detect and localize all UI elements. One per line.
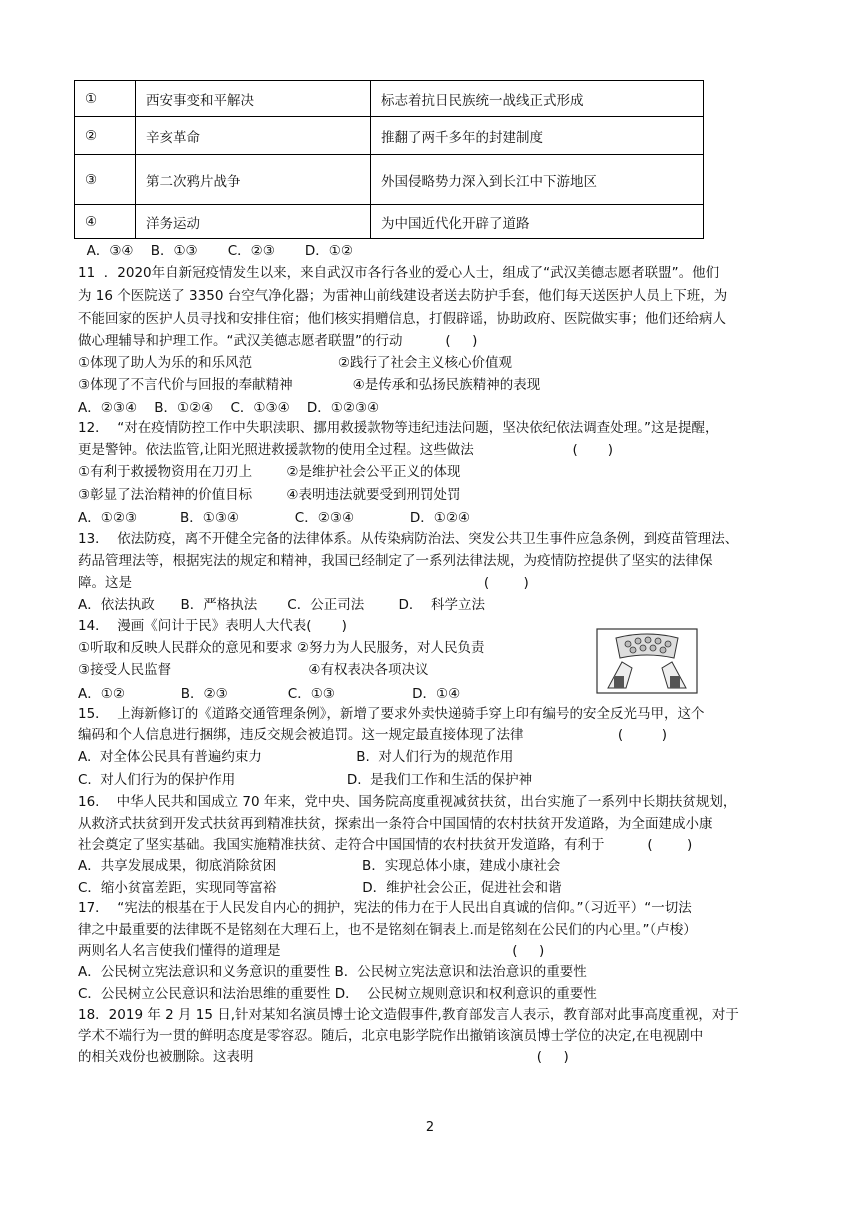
q16-text-line: 16. 中华人民共和国成立 70 年来，党中央、国务院高度重视减贫扶贫，出台实施了一系列中长期扶贫规划，	[78, 794, 737, 810]
q12-text-line: 12． “对在疫情防控工作中失职渎职、挪用救援款物等违纪违法问题，坚决依纪依法调查处理。”这是提醒，	[78, 420, 719, 436]
table-row	[75, 205, 704, 239]
event-cell: 洋务运动	[136, 205, 371, 239]
table-row	[75, 117, 704, 155]
q18-text-line: 的相关戏份也被删除。这表明 ( )	[78, 1049, 569, 1065]
q16-options: A．共享发展成果，彻底消除贫困 B．实现总体小康，建成小康社会	[78, 858, 561, 874]
cartoon-illustration	[596, 628, 698, 694]
q13-text-line: 障。这是 ( )	[78, 575, 529, 591]
row-number: ③	[75, 155, 136, 205]
q14-statement: ①听取和反映人民群众的意见和要求 ②努力为人民服务，对人民负责	[78, 640, 485, 656]
table-row	[75, 81, 704, 117]
q13-options: A．依法执政 B．严格执法 C．公正司法 D． 科学立法	[78, 597, 486, 613]
meaning-cell: 推翻了两千多年的封建制度	[371, 117, 704, 155]
event-cell: 第二次鸦片战争	[136, 155, 371, 205]
meaning-cell: 外国侵略势力深入到长江中下游地区	[371, 155, 704, 205]
q11-text-line: 11 ．2020年自新冠疫情发生以来，来自武汉市各行各业的爱心人士，组成了“武汉美德志愿者联盟”。他们	[78, 265, 720, 281]
q18-text-line: 18．2019 年 2 月 15 日,针对某知名演员博士论文造假事件,教育部发言人表示，教育部对此事高度重视，对于	[78, 1007, 739, 1023]
q13-text-line: 药品管理法等，根据宪法的规定和精神，我国已经制定了一系列法律法规，为疫情防控提供了坚实的法律保	[78, 553, 713, 569]
table-row	[75, 155, 704, 205]
meaning-cell: 标志着抗日民族统一战线正式形成	[371, 81, 704, 117]
row-number: ②	[75, 117, 136, 155]
page-number: 2	[425, 1120, 435, 1135]
row-number: ①	[75, 81, 136, 117]
q14-options: A．①② B．②③ C．①③ D．①④	[78, 686, 461, 702]
q14-statement: ③接受人民监督 ④有权表决各项决议	[78, 662, 429, 678]
event-cell: 辛亥革命	[136, 117, 371, 155]
q18-text-line: 学术不端行为一贯的鲜明态度是零容忍。随后，北京电影学院作出撤销该演员博士学位的决定,在电视剧中	[78, 1028, 704, 1044]
q15-text-line: 15． 上海新修订的《道路交通管理条例》，新增了要求外卖快递骑手穿上印有编号的安全反光马甲，这个	[78, 706, 705, 722]
event-cell: 西安事变和平解决	[136, 81, 371, 117]
history-events-table	[74, 80, 704, 239]
q11-options: A．②③④ B．①②④ C．①③④ D．①②③④	[78, 400, 380, 416]
q11-text-line: 不能回家的医护人员寻找和安排住宿；他们核实捐赠信息，打假辟谣，协助政府、医院做实事；他们还给病人	[78, 311, 726, 327]
q15-options: A. 对全体公民具有普遍约束力 B. 对人们行为的规范作用	[78, 749, 514, 765]
q17-text-line: 两则名人名言使我们懂得的道理是 ( )	[78, 943, 545, 959]
meaning-cell: 为中国近代化开辟了道路	[371, 205, 704, 239]
q16-options: C．缩小贫富差距，实现同等富裕 D．维护社会公正，促进社会和谐	[78, 880, 562, 896]
q14-text-line: 14． 漫画《问计于民》表明人大代表( )	[78, 618, 347, 634]
q12-text-line: 更是警钟。依法监管,让阳光照进救援款物的使用全过程。这些做法 ( )	[78, 442, 614, 458]
q11-text-line: 做心理辅导和护理工作。“武汉美德志愿者联盟”的行动 ( )	[78, 333, 478, 349]
q11-text-line: 为 16 个医院送了 3350 台空气净化器；为雷神山前线建设者送去防护手套，他们每天送医护人员上下班，为	[78, 288, 728, 304]
q15-text-line: 编码和个人信息进行捆绑，违反交规会被追罚。这一规定最直接体现了法律 ( )	[78, 727, 668, 743]
q16-text-line: 从救济式扶贫到开发式扶贫再到精准扶贫，探索出一条符合中国国情的农村扶贫开发道路，为全面建成小康	[78, 816, 713, 832]
q17-options: C．公民树立公民意识和法治思维的重要性 D． 公民树立规则意识和权利意识的重要性	[78, 986, 597, 1002]
q12-statement: ①有利于救援物资用在刀刃上 ②是维护社会公平正义的体现	[78, 464, 461, 480]
q12-options: A．①②③ B．①③④ C．②③④ D．①②④	[78, 510, 471, 526]
row-number: ④	[75, 205, 136, 239]
q11-statement: ①体现了助人为乐的和乐风范 ②践行了社会主义核心价值观	[78, 355, 513, 371]
q10-options: A．③④ B．①③ C．②③ D．①②	[78, 243, 353, 259]
q15-options: C. 对人们行为的保护作用 D. 是我们工作和生活的保护神	[78, 772, 533, 788]
q13-text-line: 13． 依法防疫，离不开健全完备的法律体系。从传染病防治法、突发公共卫生事件应急条例，到疫苗管理法、	[78, 531, 739, 547]
q17-text-line: 17． “宪法的根基在于人民发自内心的拥护，宪法的伟力在于人民出自真诚的信仰。”（习近平）“一切法	[78, 900, 692, 916]
q17-text-line: 律之中最重要的法律既不是铭刻在大理石上，也不是铭刻在铜表上.而是铭刻在公民们的内心里。”（卢梭）	[78, 922, 697, 938]
q17-options: A．公民树立宪法意识和义务意识的重要性 B．公民树立宪法意识和法治意识的重要性	[78, 964, 587, 980]
q12-statement: ③彰显了法治精神的价值目标 ④表明违法就要受到刑罚处罚	[78, 487, 461, 503]
q11-statement: ③体现了不言代价与回报的奉献精神 ④是传承和弘扬民族精神的表现	[78, 377, 541, 393]
q16-text-line: 社会奠定了坚实基础。我国实施精准扶贫、走符合中国国情的农村扶贫开发道路，有利于 ( )	[78, 837, 693, 853]
